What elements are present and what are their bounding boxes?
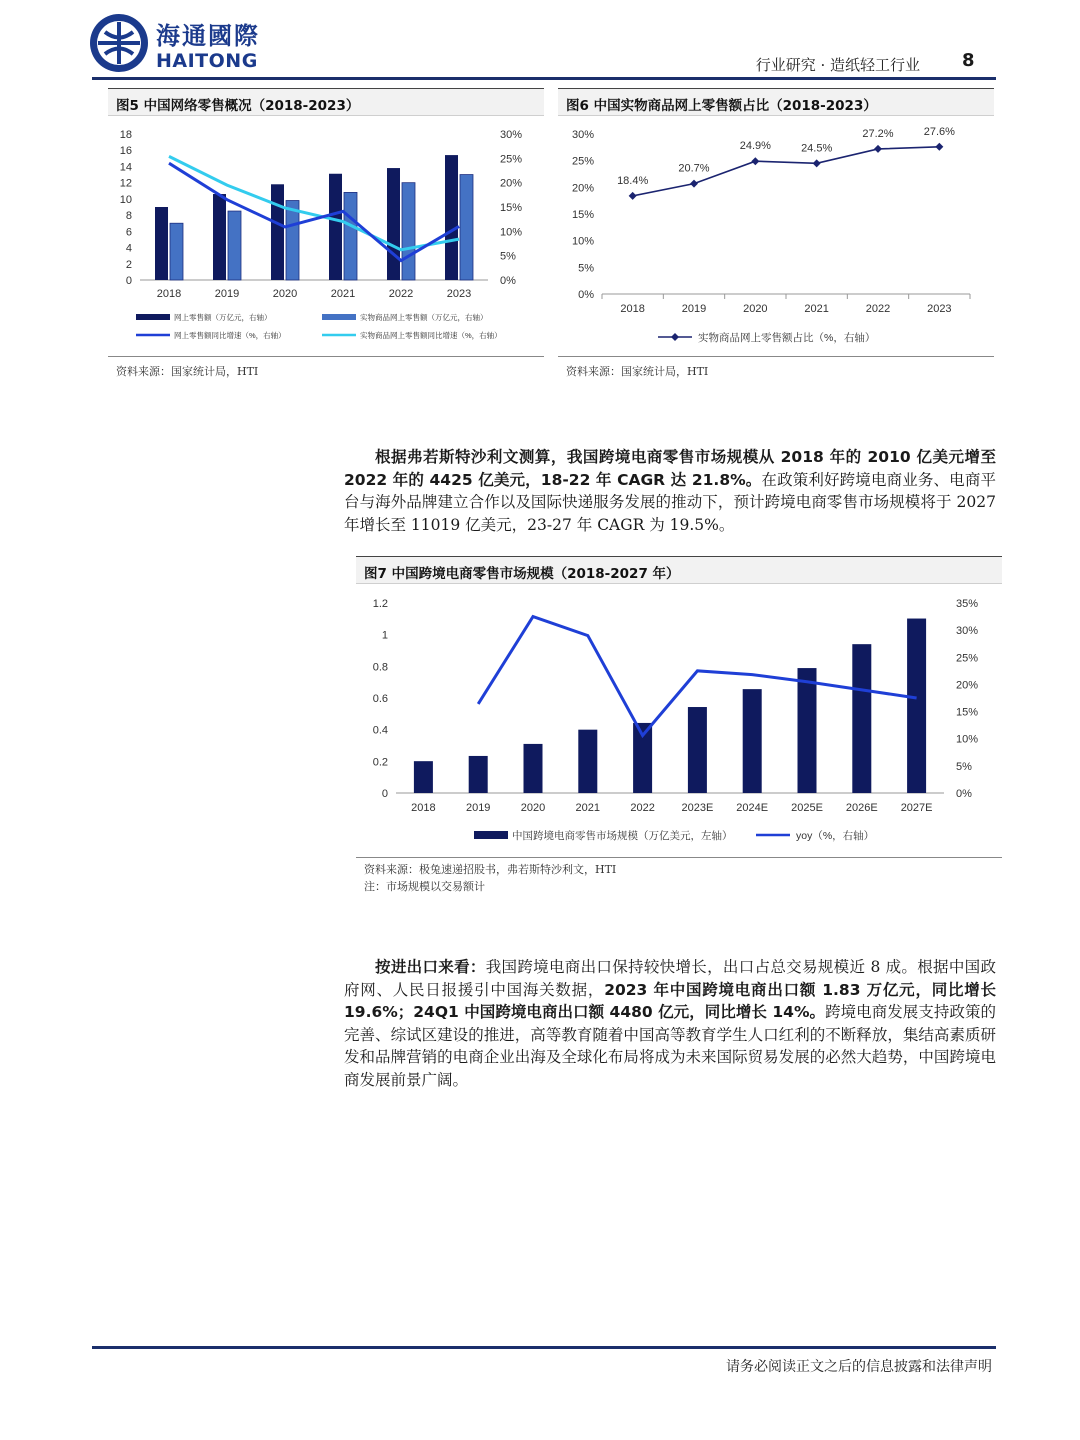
figure-6-title-bar <box>558 88 994 116</box>
x-tick-label: 2021 <box>330 288 356 300</box>
data-label: 24.5% <box>801 142 833 155</box>
figure-5-source: 资料来源：国家统计局，HTI <box>116 365 259 378</box>
y-left-tick-label: 1.2 <box>372 598 388 610</box>
bar-market-size <box>414 761 433 793</box>
data-point-marker <box>629 192 637 200</box>
data-point-marker <box>935 143 943 151</box>
x-tick-label: 2018 <box>156 288 182 300</box>
y-left-tick-label: 0.8 <box>372 661 388 674</box>
bar-market-size <box>688 707 707 793</box>
haitong-logo-icon <box>88 12 150 74</box>
y-right-tick-label: 15% <box>956 706 979 719</box>
y-left-tick-label: 6 <box>125 226 132 239</box>
figure-7-source: 资料来源：极兔速递招股书，弗若斯特沙利文，HTI <box>364 863 617 876</box>
bar-market-size <box>578 730 597 793</box>
bar-online-retail <box>445 155 458 280</box>
paragraph-1-bold: 根据弗若斯特沙利文测算，我国跨境电商零售市场规模从 2018 年的 2010 亿美元增至 2022 年的 4425 亿美元，18-22 年 CAGR 达 21.8%。 <box>344 448 996 489</box>
paragraph-export <box>344 956 996 1091</box>
legend-label: 实物商品网上零售额同比增速（%，右轴） <box>360 331 502 340</box>
x-tick-label: 2022 <box>865 303 891 315</box>
line-physical-goods-growth <box>169 156 459 249</box>
y-right-tick-label: 10% <box>956 733 979 746</box>
figure-6-title: 图6 中国实物商品网上零售额占比（2018-2023） <box>566 98 877 114</box>
y-tick-label: 5% <box>578 262 594 275</box>
section-title: 行业研究 · 造纸轻工行业 <box>755 56 920 74</box>
logo-chinese-text: 海通國際 <box>156 22 260 50</box>
y-left-tick-label: 1 <box>381 629 388 642</box>
legend-label: 网上零售额（万亿元，右轴） <box>174 313 272 322</box>
x-tick-label: 2020 <box>272 288 298 300</box>
bar-physical-goods <box>460 175 473 280</box>
y-right-tick-label: 0% <box>956 788 972 800</box>
x-tick-label: 2020 <box>743 303 768 315</box>
figure-7-note: 注：市场规模以交易额计 <box>364 880 485 893</box>
legend-label: 中国跨境电商零售市场规模（万亿美元，左轴） <box>512 830 733 842</box>
x-tick-label: 2023 <box>927 303 952 315</box>
legend-swatch <box>474 831 508 839</box>
bar-physical-goods <box>228 211 241 280</box>
y-right-tick-label: 25% <box>956 652 979 665</box>
figure-6-chart <box>558 120 994 360</box>
paragraph-2-text-2: 跨境电商发展支持政策的完善、综试区建设的推进，高等教育随着中国高等教育学生人口红利的不断释放，集结高素质研发和品牌营销的电商企业出海及全球化布局将成为未来国际贸易发展的必然大趋势，中国跨境电商发展前景广阔。 <box>344 1003 996 1089</box>
figure-7-title: 图7 中国跨境电商零售市场规模（2018-2027 年） <box>364 566 680 582</box>
bar-online-retail <box>387 168 400 280</box>
paragraph-2-text-1: 我国跨境电商出口保持较快增长，出口占总交易规模近 8 成。根据中国政府网、人民日报援引中国海关数据， <box>344 958 996 999</box>
x-tick-label: 2018 <box>411 802 436 814</box>
y-left-tick-label: 0 <box>381 788 388 800</box>
x-tick-label: 2020 <box>520 802 546 814</box>
x-tick-label: 2025E <box>791 802 823 814</box>
legend-swatch <box>322 314 356 320</box>
x-tick-label: 2023 <box>446 288 472 300</box>
x-tick-label: 2027E <box>900 802 933 814</box>
x-tick-label: 2026E <box>845 802 878 814</box>
data-label: 27.6% <box>923 125 955 138</box>
bar-online-retail <box>155 207 168 280</box>
figure-5-title: 图5 中国网络零售概况（2018-2023） <box>116 98 360 114</box>
legend-label: yoy（%，右轴） <box>796 830 875 842</box>
y-tick-label: 15% <box>571 209 594 221</box>
x-tick-label: 2021 <box>575 802 601 814</box>
y-right-tick-label: 0% <box>500 275 516 287</box>
bar-market-size <box>524 744 543 793</box>
figure-7 <box>356 556 1002 896</box>
y-left-tick-label: 4 <box>125 242 132 255</box>
y-left-tick-label: 14 <box>119 161 132 174</box>
bar-market-size <box>798 668 817 793</box>
y-tick-label: 20% <box>571 182 594 195</box>
paragraph-1-text: 在政策利好跨境电商业务、电商平台与海外品牌建立合作以及国际快递服务发展的推动下，预计跨境电商零售市场规模将于 2027 年增长至 11019 亿美元，23-27 年 CAGR 为 19.5%。 <box>344 470 996 534</box>
bar-market-size <box>743 689 762 793</box>
y-left-tick-label: 18 <box>119 129 132 141</box>
data-label: 18.4% <box>617 174 649 187</box>
y-tick-label: 0% <box>578 289 594 301</box>
y-right-tick-label: 5% <box>500 250 516 263</box>
x-tick-label: 2019 <box>681 303 707 315</box>
paragraph-2-bold: 2023 年中国跨境电商出口额 1.83 万亿元，同比增长 19.6%；24Q1 中国跨境电商出口额 4480 亿元，同比增长 14%。 <box>344 980 996 1021</box>
x-tick-label: 2018 <box>620 303 645 315</box>
x-tick-label: 2019 <box>465 802 491 814</box>
bar-physical-goods <box>344 192 357 280</box>
data-point-marker <box>874 145 882 153</box>
y-right-tick-label: 10% <box>500 226 523 239</box>
y-right-tick-label: 15% <box>500 202 523 214</box>
legend-label: 实物商品网上零售额（万亿元，右轴） <box>360 313 488 322</box>
figure-5-chart <box>108 120 544 360</box>
y-right-tick-label: 25% <box>500 153 523 166</box>
page-number: 8 <box>962 50 975 71</box>
x-tick-label: 2022 <box>388 288 414 300</box>
figure-7-bottom-rule <box>356 857 1002 858</box>
bar-online-retail <box>329 174 342 280</box>
x-tick-label: 2024E <box>736 802 769 814</box>
data-label: 20.7% <box>678 162 710 175</box>
logo-english-text: HAITONG <box>156 50 258 72</box>
x-tick-label: 2021 <box>804 303 829 315</box>
y-left-tick-label: 0.6 <box>372 693 388 705</box>
bar-online-retail <box>213 194 226 280</box>
y-tick-label: 25% <box>571 155 594 168</box>
figure-6-bottom-rule <box>558 356 994 357</box>
header-rule <box>92 77 996 80</box>
x-tick-label: 2019 <box>214 288 240 300</box>
figure-6-source: 资料来源：国家统计局，HTI <box>566 365 709 378</box>
legend-label: 实物商品网上零售额占比（%，右轴） <box>698 332 876 344</box>
bar-online-retail <box>271 184 284 280</box>
y-tick-label: 30% <box>571 129 594 141</box>
bar-market-size <box>907 619 926 793</box>
figure-7-title-bar <box>356 556 1002 584</box>
bar-market-size <box>469 756 488 793</box>
figure-5 <box>108 88 544 390</box>
figure-5-title-bar <box>108 88 544 116</box>
x-tick-label: 2022 <box>630 802 655 814</box>
data-point-marker <box>813 159 821 167</box>
footer-rule <box>92 1346 996 1349</box>
y-left-tick-label: 10 <box>119 193 132 206</box>
legend-label: 网上零售额同比增速（%，右轴） <box>174 331 286 340</box>
figure-6 <box>558 88 994 390</box>
bar-physical-goods <box>402 183 415 280</box>
legend-swatch <box>136 314 170 320</box>
legend-marker <box>671 333 679 341</box>
x-tick-label: 2023E <box>681 802 714 814</box>
y-right-tick-label: 20% <box>956 679 979 692</box>
y-left-tick-label: 16 <box>119 145 132 158</box>
y-left-tick-label: 0.4 <box>372 724 388 737</box>
bar-physical-goods <box>286 201 299 280</box>
y-left-tick-label: 0 <box>125 275 132 287</box>
data-point-marker <box>751 157 759 165</box>
paragraph-cross-border-market <box>344 446 996 536</box>
y-right-tick-label: 30% <box>956 625 979 638</box>
y-left-tick-label: 0.2 <box>372 756 388 769</box>
y-tick-label: 10% <box>571 235 594 248</box>
footer-disclaimer: 请务必阅读正文之后的信息披露和法律声明 <box>726 1359 992 1375</box>
y-left-tick-label: 2 <box>125 258 132 271</box>
figure-7-chart <box>356 588 1002 854</box>
bar-market-size <box>852 644 871 793</box>
y-right-tick-label: 35% <box>956 598 979 610</box>
data-label: 24.9% <box>739 140 771 153</box>
data-point-marker <box>690 180 698 188</box>
y-right-tick-label: 5% <box>956 760 972 773</box>
y-left-tick-label: 8 <box>125 210 132 223</box>
haitong-logo <box>88 12 288 76</box>
figure-5-bottom-rule <box>108 356 544 357</box>
data-label: 27.2% <box>862 127 894 140</box>
bar-physical-goods <box>170 223 183 280</box>
y-right-tick-label: 30% <box>500 129 523 141</box>
y-left-tick-label: 12 <box>119 177 132 190</box>
paragraph-2-lead: 按进出口来看： <box>375 958 486 976</box>
y-right-tick-label: 20% <box>500 177 523 190</box>
